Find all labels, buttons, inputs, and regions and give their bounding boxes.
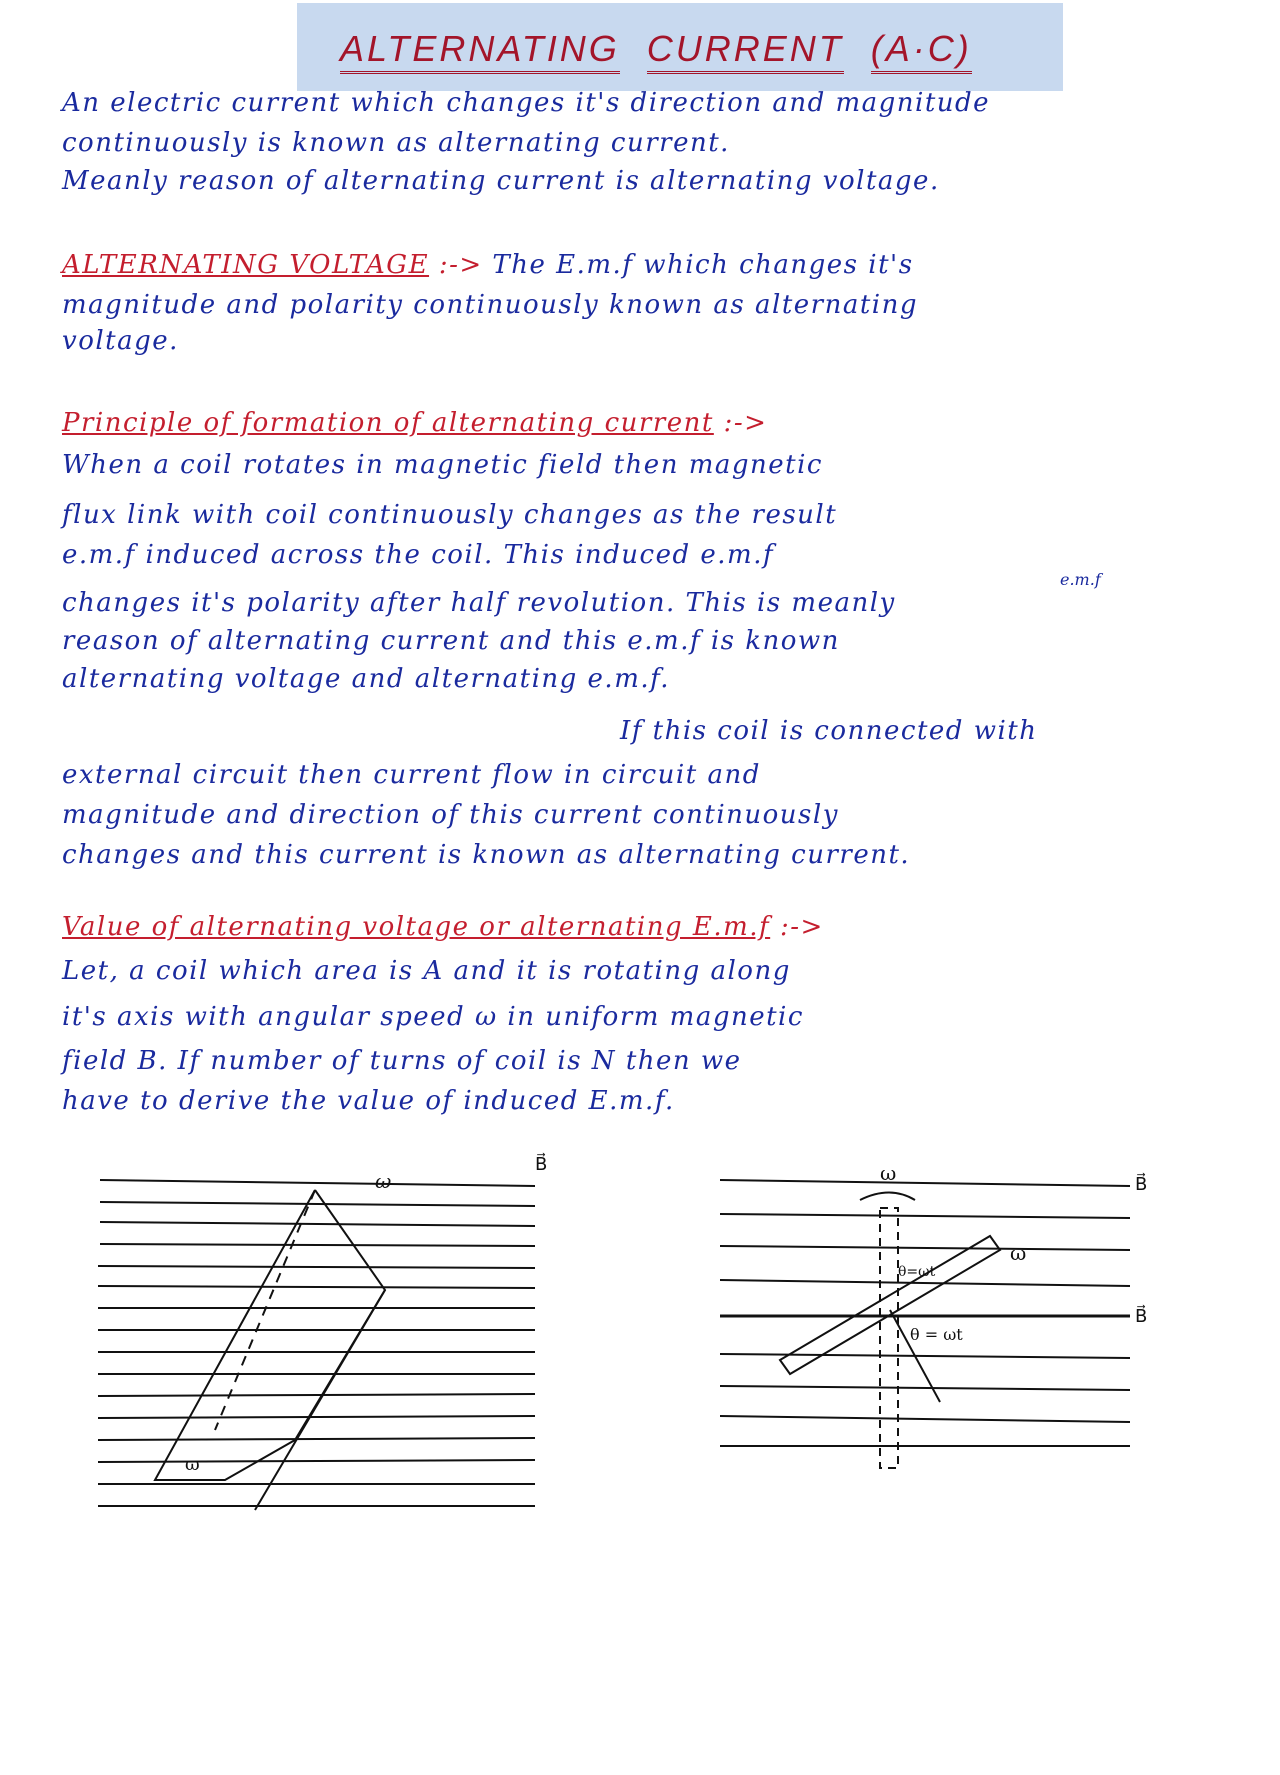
para-line: When a coil rotates in magnetic field then magnetic: [62, 450, 823, 480]
para-line: alternating voltage and alternating e.m.f.: [62, 664, 671, 694]
principle-heading: [62, 408, 767, 438]
para-text: The E.m.f which changes it's: [492, 250, 914, 280]
title-word: CURRENT: [647, 28, 844, 74]
field-label: B⃗: [535, 1154, 548, 1175]
intro-line: Meanly reason of alternating current is alternating voltage.: [62, 166, 940, 196]
alternating-voltage-para: [62, 250, 914, 280]
para-line: magnitude and polarity continuously known as alternating: [62, 290, 918, 320]
angle-label: θ = ωt: [910, 1325, 963, 1344]
section-heading: Principle of formation of alternating current: [62, 408, 714, 438]
separator: :->: [779, 912, 824, 942]
insert-note: e.m.f: [1060, 570, 1101, 589]
omega-label: ω: [880, 1161, 897, 1185]
para-line: voltage.: [62, 326, 179, 356]
field-label: B⃗: [1135, 1306, 1148, 1327]
para-line: changes and this current is known as alternating current.: [62, 840, 911, 870]
para-line: magnitude and direction of this current continuously: [62, 800, 839, 830]
para-line: have to derive the value of induced E.m.f.: [62, 1086, 675, 1116]
section-heading: Value of alternating voltage or alternating E.m.f: [62, 912, 771, 942]
para-line: reason of alternating current and this e.m.f is known: [62, 626, 840, 656]
omega-label: ω: [1010, 1241, 1027, 1265]
angle-label: θ=ωt: [898, 1264, 936, 1280]
title-word: ALTERNATING: [340, 28, 620, 74]
separator: :->: [723, 408, 768, 438]
omega-label: ω: [185, 1454, 200, 1475]
omega-label: ω: [375, 1169, 392, 1193]
section-heading: ALTERNATING VOLTAGE: [62, 250, 430, 280]
separator: :->: [438, 250, 483, 280]
para-line: field B. If number of turns of coil is N then we: [62, 1046, 742, 1076]
coil-angle-diagram: [720, 1140, 1160, 1480]
intro-line: An electric current which changes it's direction and magnitude: [62, 88, 991, 118]
para-line: changes it's polarity after half revolution. This is meanly: [62, 588, 896, 618]
para-line: external circuit then current flow in circuit and: [62, 760, 761, 790]
coil-in-field-diagram: [95, 1140, 555, 1520]
value-heading: [62, 912, 824, 942]
para-line: e.m.f induced across the coil. This induced e.m.f: [62, 540, 775, 570]
para-line: flux link with coil continuously changes as the result: [62, 500, 838, 530]
para-line: If this coil is connected with: [620, 716, 1038, 746]
para-line: Let, a coil which area is A and it is rotating along: [62, 956, 791, 986]
page-title: [340, 28, 986, 70]
field-label: B⃗: [1135, 1174, 1148, 1195]
intro-line: continuously is known as alternating current.: [62, 128, 730, 158]
para-line: it's axis with angular speed ω in uniform magnetic: [62, 1002, 804, 1032]
title-word: (A·C): [871, 28, 972, 74]
